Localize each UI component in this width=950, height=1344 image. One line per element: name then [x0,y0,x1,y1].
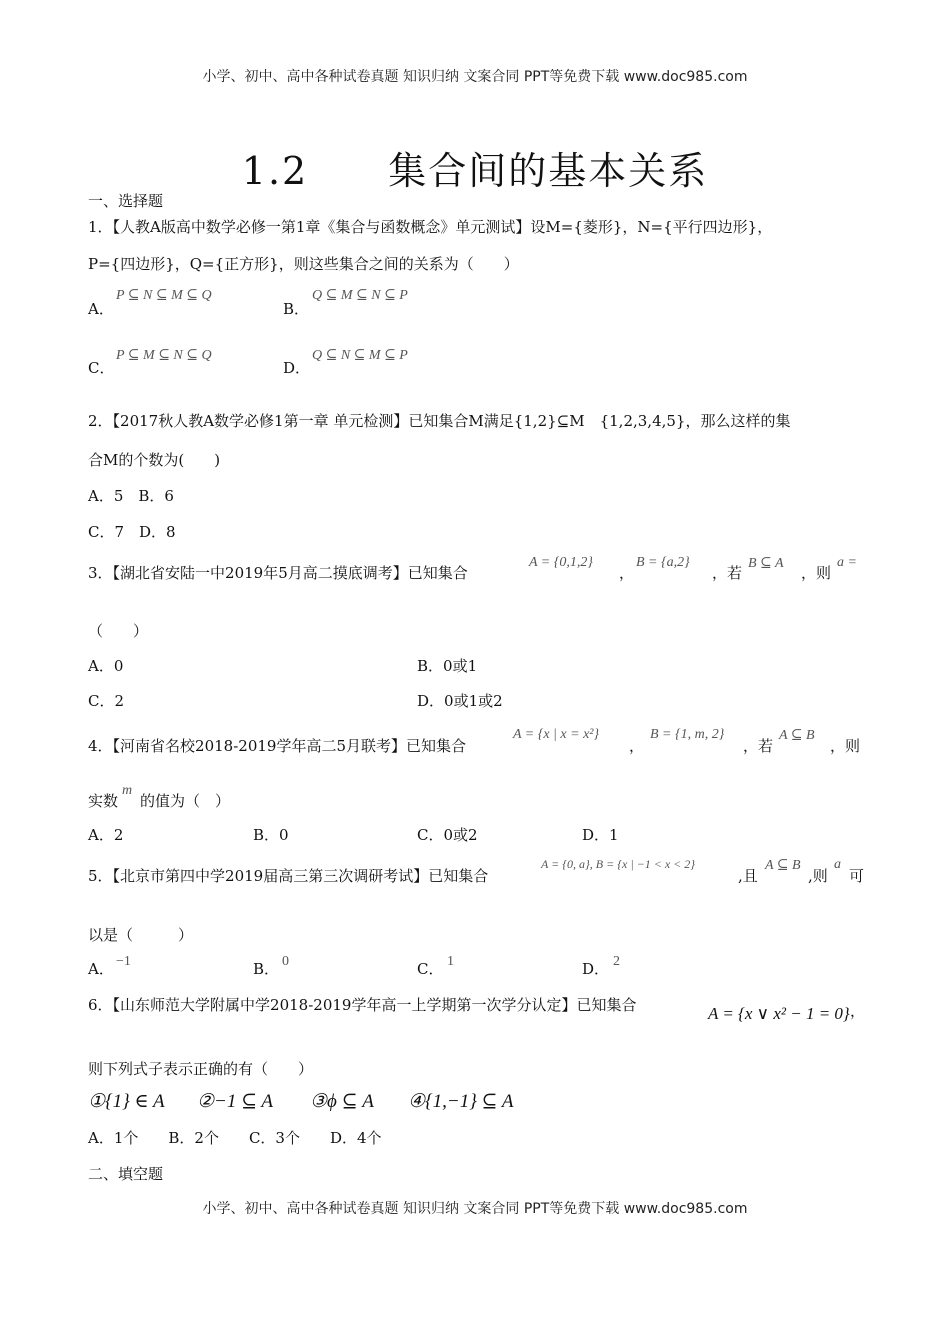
q6-statement-4: ④{1,−1} ⊆ A [408,1091,514,1112]
q3-option-d: D．0或1或2 [417,692,503,710]
q2-line2: 合M的个数为( ) [88,451,221,469]
q5-option-a-label: A． [88,960,114,978]
q2-line1: 2．【2017秋人教A数学必修1第一章 单元检测】已知集合M满足{1,2}⊆M {1,2,3,4,5}，那么这样的集 [88,412,791,430]
section-fill: 二、填空题 [88,1165,164,1183]
q4-prefix: 4．【河南省名校2018-2019学年高二5月联考】已知集合 [88,737,467,755]
q1-option-b: Q ⊆ M ⊆ N ⊆ P [312,288,408,303]
q4-option-d: D．1 [582,826,619,844]
q6-prefix: 6．【山东师范大学附属中学2018-2019学年高一上学期第一次学分认定】已知集合 [88,996,637,1014]
q3-comma: ， [619,564,635,582]
q3-answer-paren: （ ） [88,622,149,640]
q3-option-b: B．0或1 [417,657,478,675]
q4-comma: ， [629,737,645,755]
q5-option-b-label: B． [253,960,280,978]
q3-then: ，则 [801,564,832,582]
q1-option-d: Q ⊆ N ⊆ M ⊆ P [312,348,408,363]
q2-options-ab: A．5 B．6 [88,487,174,505]
q3-prefix: 3．【湖北省安陆一中2019年5月高二摸底调考】已知集合 [88,564,468,582]
q5-then: ,则 [808,867,828,885]
q5-option-c: 1 [447,954,454,969]
q5-option-d-label: D． [582,960,610,978]
q1-option-d-label: D． [283,359,311,377]
q6-set: A = {x ∨ x² − 1 = 0} [708,1004,850,1023]
q1-line2: P={四边形}，Q={正方形}，则这些集合之间的关系为（ ） [88,255,519,273]
q6-line2: 则下列式子表示正确的有（ ） [88,1060,314,1078]
q5-prefix: 5．【北京市第四中学2019届高三第三次调研考试】已知集合 [88,867,489,885]
q5-option-a: −1 [116,954,131,969]
q4-line2-a: 实数 [88,792,119,810]
q3-condition: B ⊆ A [748,556,784,571]
q4-if: ，若 [743,737,774,755]
q6-options: A．1个 B．2个 C．3个 D．4个 [88,1129,382,1147]
q4-then: ，则 [830,737,861,755]
page-title: 1.2 集合间的基本关系 [241,149,709,193]
q1-option-a-label: A． [88,300,114,318]
q3-option-a: A．0 [88,657,124,675]
section-choice: 一、选择题 [88,192,164,210]
q4-condition: A ⊆ B [779,728,815,743]
q1-option-c-label: C． [88,359,115,377]
q5-line2: 以是（ ） [88,926,194,944]
q5-variable: a [834,857,841,872]
q4-option-c: C．0或2 [417,826,478,844]
q6-tail: ， [850,1002,866,1020]
q5-option-d: 2 [613,954,620,969]
q5-option-c-label: C． [417,960,444,978]
page-footer: 小学、初中、高中各种试卷真题 知识归纳 文案合同 PPT等免费下载 www.doc985.com [202,1201,748,1217]
q1-line1: 1．【人教A版高中数学必修一第1章《集合与函数概念》单元测试】设M={菱形}，N={平行四边形}， [88,218,773,236]
q1-option-c: P ⊆ M ⊆ N ⊆ Q [116,348,212,363]
q3-option-c: C．2 [88,692,125,710]
q1-option-a: P ⊆ N ⊆ M ⊆ Q [116,288,212,303]
q5-sets: A = {0, a}, B = {x | −1 < x < 2} [541,857,696,871]
q3-if: ，若 [712,564,743,582]
q5-condition: A ⊆ B [765,858,801,873]
q5-option-b: 0 [282,954,289,969]
q5-and: ,且 [738,867,758,885]
q4-option-a: A．2 [88,826,124,844]
q3-set-a: A = {0,1,2} [529,555,593,570]
q4-set-b: B = {1, m, 2} [650,727,725,742]
q1-option-b-label: B． [283,300,310,318]
q3-set-b: B = {a,2} [636,555,690,570]
q3-variable: a = [837,555,857,570]
q4-option-b: B．0 [253,826,289,844]
page-header: 小学、初中、高中各种试卷真题 知识归纳 文案合同 PPT等免费下载 www.doc985.com [202,69,748,85]
q5-can: 可 [849,867,865,885]
q4-line2-b: 的值为（ ） [140,792,231,810]
q2-options-cd: C．7 D．8 [88,523,176,541]
q6-statement-3: ③ϕ ⊆ A [310,1091,374,1112]
q6-statement-1: ①{1} ∈ A [88,1091,165,1112]
q4-variable: m [122,783,133,798]
q4-set-a: A = {x | x = x²} [513,727,600,742]
q6-statement-2: ②−1 ⊆ A [197,1091,274,1112]
